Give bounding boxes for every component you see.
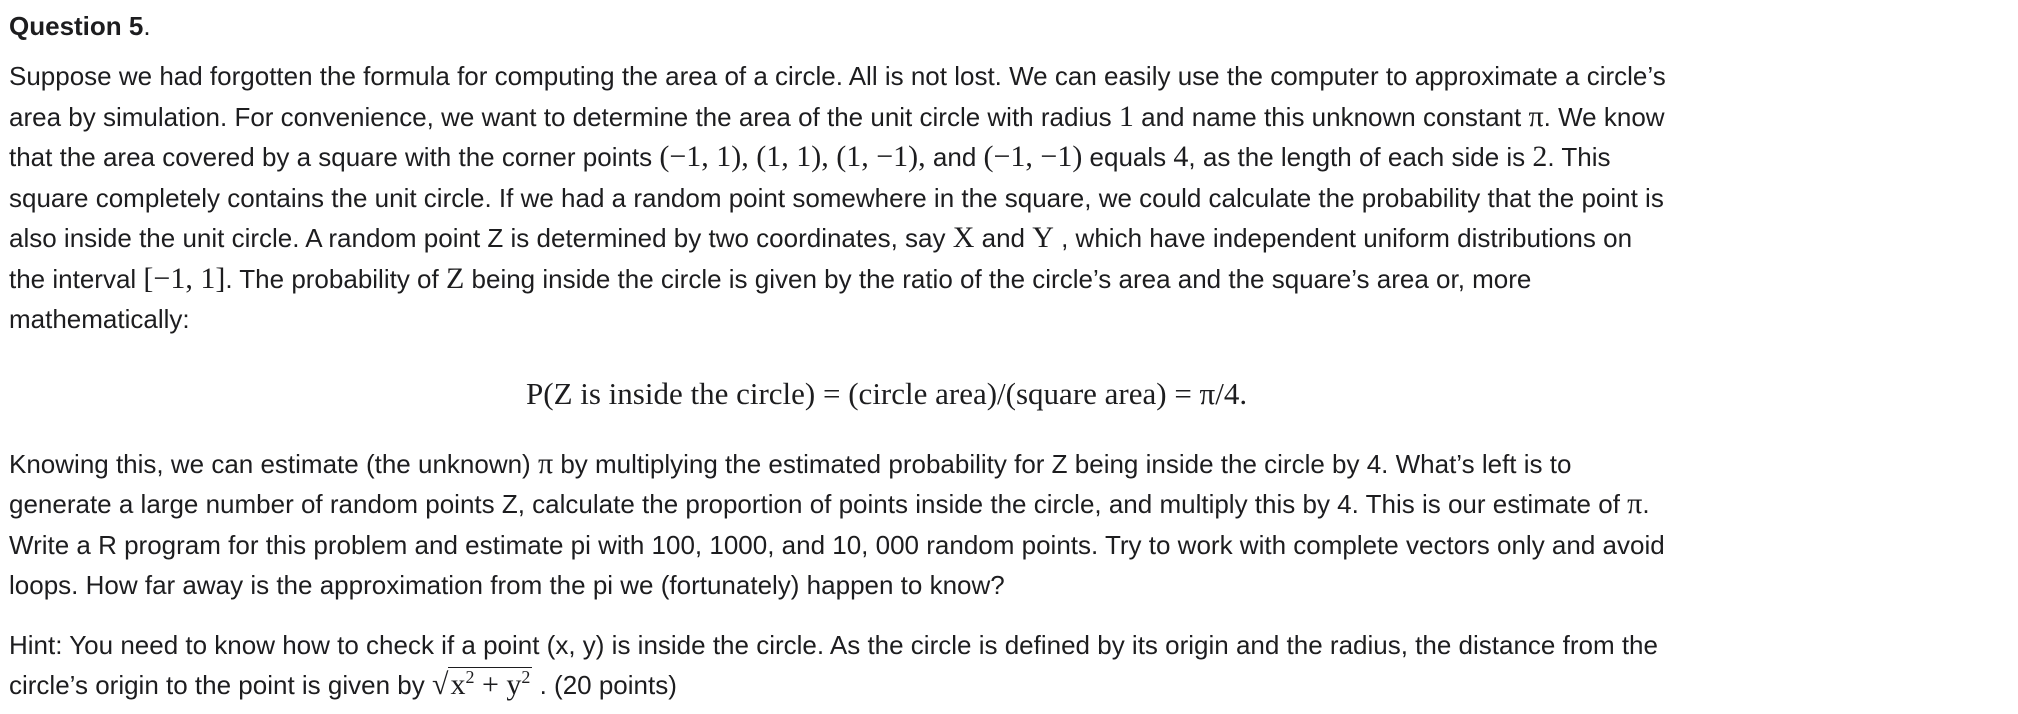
problem-line-5-text-b: and [974, 223, 1033, 253]
problem-line-2-text-c: . We know [1543, 101, 1665, 132]
problem-line-6-text-b: . The probability of [225, 263, 446, 294]
problem-line-1 [9, 56, 1989, 97]
math-corner-point-last: (−1, −1) [983, 140, 1083, 173]
problem-line-2-text-a: area by simulation. For convenience, we want to determine the area of the unit circle with radius [9, 101, 1119, 132]
math-corner-points: (−1, 1), (1, 1), (1, −1), [659, 140, 926, 173]
math-z: Z [445, 261, 465, 295]
sqrt-sign: √ [431, 668, 449, 701]
problem-line-6-text-a: the interval [9, 263, 144, 294]
math-interval: [−1, 1] [143, 261, 226, 295]
hint-line-1-text: Hint: You need to know how to check if a point (x, y) is inside the circle. As the circle is defined by its origin and the radius, the distance from the [9, 629, 1658, 660]
exponent-y: 2 [521, 667, 531, 687]
problem-line-3-text-a: that the area covered by a square with the corner points [9, 142, 660, 172]
math-y: Y [1032, 221, 1054, 254]
estimation-line-1-text-a: Knowing this, we can estimate (the unknown) [9, 448, 538, 479]
hint-line-1 [9, 625, 1989, 666]
math-x: X [952, 221, 975, 254]
hint-line-2 [9, 665, 1989, 706]
problem-line-3-text-e: . This [1547, 142, 1611, 172]
exponent-x: 2 [465, 667, 475, 687]
math-radius-one: 1 [1118, 99, 1134, 133]
question-title-period: . [143, 11, 151, 41]
estimation-line-1 [9, 444, 1989, 485]
math-x-var: x [450, 668, 466, 701]
problem-line-5 [9, 218, 1989, 259]
hint-line-2-text-a: circle’s origin to the point is given by [9, 670, 432, 700]
problem-line-2-text-b: and name this unknown constant [1133, 101, 1529, 132]
math-two: 2 [1532, 140, 1548, 173]
problem-line-5-text-c: , which have independent uniform distributions on [1053, 223, 1633, 253]
problem-line-1-text: Suppose we had forgotten the formula for computing the area of a circle. All is not lost. We can easily use the computer to approximate a circle’s [9, 61, 1666, 91]
problem-line-6-text-c: being inside the circle is given by the ratio of the circle’s area and the square’s area or, more [464, 263, 1532, 294]
question-title [9, 8, 1989, 44]
hint-line-2-text-b: . (20 points) [532, 670, 677, 700]
problem-paragraph [9, 56, 1989, 340]
math-y-var: y [506, 668, 522, 701]
estimation-line-2 [9, 484, 1989, 525]
distance-formula [432, 667, 532, 701]
question-title-text: Question 5 [9, 11, 144, 41]
problem-line-3-text-c: equals [1082, 142, 1174, 172]
probability-formula: P(Z is inside the circle) = (circle area)/(square area) = π/4. [526, 375, 1248, 411]
estimation-line-3-text: Write a R program for this problem and estimate pi with 100, 1000, and 10, 000 random points. Try to work with complete vectors only and avoid [9, 529, 1665, 560]
radicand [448, 667, 532, 701]
problem-line-7 [9, 299, 1989, 340]
problem-line-3 [9, 137, 1989, 178]
math-pi: π [1528, 99, 1544, 133]
estimation-line-2-text-a: generate a large number of random points Z, calculate the proportion of points inside the circle, and multiply this by 4. This is our estimate of [9, 489, 1628, 519]
estimation-line-3 [9, 525, 1989, 566]
problem-line-2 [9, 97, 1989, 138]
estimation-line-4 [9, 565, 1989, 606]
problem-line-3-text-b: and [925, 142, 984, 172]
problem-line-6 [9, 259, 1989, 300]
hint-paragraph [9, 625, 1989, 706]
math-four: 4 [1173, 140, 1189, 173]
estimation-line-4-text: loops. How far away is the approximation from the pi we (fortunately) happen to know? [9, 570, 1005, 600]
estimation-line-2-text-b: . [1642, 489, 1650, 519]
problem-line-4 [9, 178, 1989, 219]
problem-line-5-text-a: also inside the unit circle. A random point Z is determined by two coordinates, say [9, 223, 953, 253]
problem-line-3-text-d: , as the length of each side is [1188, 142, 1533, 172]
problem-line-7-text: mathematically: [9, 304, 190, 334]
estimation-paragraph [9, 444, 1989, 606]
math-plus: + [474, 668, 507, 701]
estimation-line-1-text-b: by multiplying the estimated probability for Z being inside the circle by 4. What’s left is to [553, 448, 1572, 479]
math-pi-estimate: π [537, 446, 554, 480]
problem-line-4-text: square completely contains the unit circle. If we had a random point somewhere in the square, we could calculate the probability that the point is [9, 182, 1664, 213]
math-pi-result: π [1627, 487, 1643, 520]
